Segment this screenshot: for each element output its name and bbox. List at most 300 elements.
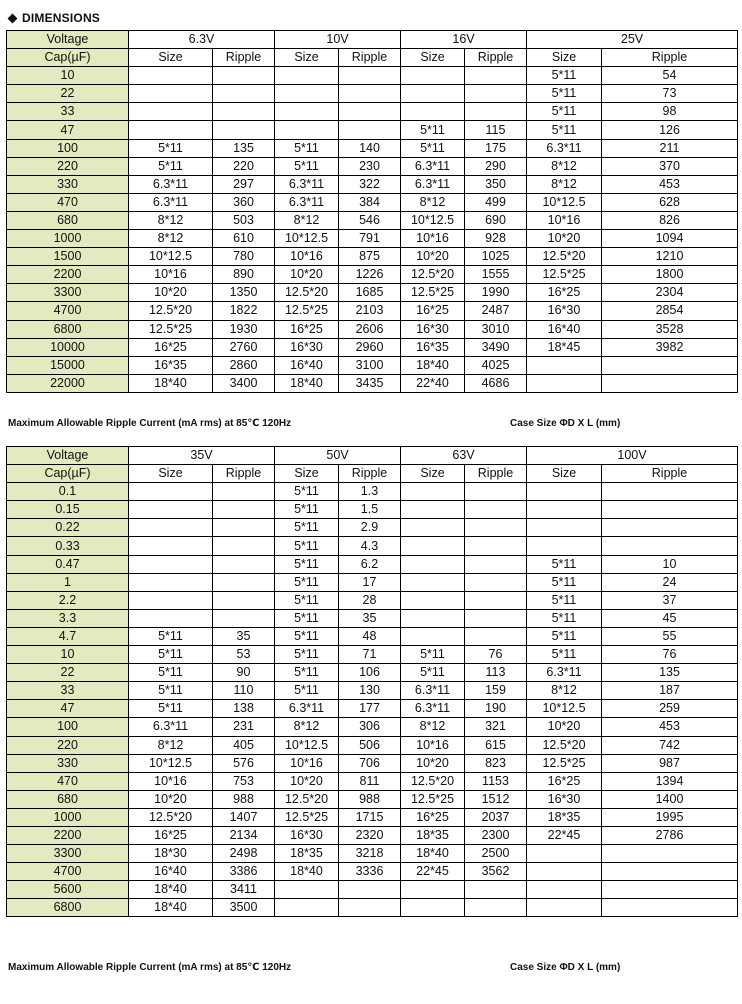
size-cell: 18*30 xyxy=(129,845,213,863)
size-cell: 5*11 xyxy=(129,627,213,645)
ripple-cell: 2960 xyxy=(339,338,401,356)
size-cell: 16*25 xyxy=(401,302,465,320)
ripple-header-cell: Ripple xyxy=(213,49,275,67)
table-row xyxy=(7,266,738,284)
voltage-header-cell: 50V xyxy=(275,447,401,465)
size-header-cell: Size xyxy=(401,49,465,67)
table-row xyxy=(7,139,738,157)
table-row xyxy=(7,320,738,338)
ripple-cell: 453 xyxy=(602,175,738,193)
capacitance-cell: 47 xyxy=(7,700,129,718)
size-cell: 16*25 xyxy=(129,338,213,356)
size-cell: 18*40 xyxy=(275,374,339,392)
table-row xyxy=(7,664,738,682)
size-cell: 12.5*20 xyxy=(275,284,339,302)
size-cell: 16*30 xyxy=(275,338,339,356)
table-row xyxy=(7,211,738,229)
ripple-cell xyxy=(465,627,527,645)
capacitance-cell: 47 xyxy=(7,121,129,139)
voltage-header-cell: 16V xyxy=(401,31,527,49)
capacitance-cell: 2.2 xyxy=(7,591,129,609)
size-cell xyxy=(129,555,213,573)
size-cell: 8*12 xyxy=(401,718,465,736)
size-cell: 5*11 xyxy=(401,121,465,139)
ripple-cell: 2134 xyxy=(213,826,275,844)
size-cell: 10*20 xyxy=(275,266,339,284)
ripple-cell: 98 xyxy=(602,103,738,121)
ripple-header-cell: Ripple xyxy=(602,49,738,67)
size-cell: 12.5*20 xyxy=(129,808,213,826)
size-cell xyxy=(275,85,339,103)
ripple-cell xyxy=(465,67,527,85)
size-cell: 16*25 xyxy=(527,772,602,790)
ripple-cell: 35 xyxy=(213,627,275,645)
ripple-cell xyxy=(465,85,527,103)
ripple-cell: 259 xyxy=(602,700,738,718)
size-cell: 8*12 xyxy=(129,230,213,248)
ripple-cell: 3982 xyxy=(602,338,738,356)
ripple-cell: 753 xyxy=(213,772,275,790)
ripple-note: Maximum Allowable Ripple Current (mA rms) at 85℃ 120Hz xyxy=(8,962,292,973)
ripple-cell: 988 xyxy=(213,790,275,808)
size-cell xyxy=(401,483,465,501)
size-cell: 10*16 xyxy=(129,266,213,284)
capacitance-cell: 4700 xyxy=(7,863,129,881)
ripple-cell: 360 xyxy=(213,193,275,211)
ripple-cell xyxy=(465,881,527,899)
capacitance-cell: 10000 xyxy=(7,338,129,356)
table-row xyxy=(7,483,738,501)
size-cell: 12.5*20 xyxy=(527,248,602,266)
size-cell: 18*40 xyxy=(275,863,339,881)
size-cell xyxy=(129,609,213,627)
ripple-cell: 55 xyxy=(602,627,738,645)
size-cell: 8*12 xyxy=(527,175,602,193)
size-cell xyxy=(401,67,465,85)
ripple-cell: 453 xyxy=(602,718,738,736)
table-row xyxy=(7,718,738,736)
ripple-cell xyxy=(602,845,738,863)
size-cell: 16*30 xyxy=(527,790,602,808)
size-cell: 8*12 xyxy=(129,211,213,229)
capacitance-cell: 10 xyxy=(7,67,129,85)
size-cell xyxy=(401,85,465,103)
ripple-cell: 1210 xyxy=(602,248,738,266)
diamond-bullet-icon xyxy=(8,13,18,23)
ripple-cell: 187 xyxy=(602,682,738,700)
ripple-cell: 546 xyxy=(339,211,401,229)
size-cell: 10*12.5 xyxy=(275,230,339,248)
size-header-cell: Size xyxy=(129,465,213,483)
table-row xyxy=(7,736,738,754)
ripple-cell: 35 xyxy=(339,609,401,627)
ripple-cell xyxy=(339,899,401,917)
ripple-cell: 576 xyxy=(213,754,275,772)
size-cell: 12.5*20 xyxy=(275,790,339,808)
size-cell xyxy=(129,519,213,537)
table-row xyxy=(7,374,738,392)
size-cell: 16*25 xyxy=(401,808,465,826)
ripple-cell: 1555 xyxy=(465,266,527,284)
size-cell: 10*16 xyxy=(129,772,213,790)
ripple-cell xyxy=(602,863,738,881)
ripple-cell: 3100 xyxy=(339,356,401,374)
table-row xyxy=(7,573,738,591)
size-cell xyxy=(275,67,339,85)
ripple-cell: 231 xyxy=(213,718,275,736)
size-cell: 5*11 xyxy=(275,627,339,645)
ripple-cell: 610 xyxy=(213,230,275,248)
ripple-cell xyxy=(602,356,738,374)
ripple-cell: 826 xyxy=(602,211,738,229)
size-cell: 10*12.5 xyxy=(527,193,602,211)
size-cell: 6.3*11 xyxy=(527,664,602,682)
ripple-cell: 1025 xyxy=(465,248,527,266)
size-cell: 5*11 xyxy=(527,573,602,591)
column-header-row xyxy=(7,49,738,67)
capacitance-cell: 5600 xyxy=(7,881,129,899)
capacitance-cell: 220 xyxy=(7,736,129,754)
ripple-cell: 297 xyxy=(213,175,275,193)
size-cell: 10*16 xyxy=(527,211,602,229)
size-cell: 6.3*11 xyxy=(275,700,339,718)
ripple-cell: 1995 xyxy=(602,808,738,826)
table-row xyxy=(7,230,738,248)
size-cell: 12.5*25 xyxy=(527,754,602,772)
size-cell: 16*30 xyxy=(275,826,339,844)
ripple-cell: 106 xyxy=(339,664,401,682)
size-cell: 16*40 xyxy=(527,320,602,338)
cap-label: Cap(µF) xyxy=(7,49,129,67)
table-row xyxy=(7,67,738,85)
case-size-note: Case Size ΦD X L (mm) xyxy=(510,962,621,973)
table-row xyxy=(7,157,738,175)
ripple-cell xyxy=(213,555,275,573)
voltage-header-cell: 100V xyxy=(527,447,738,465)
size-cell xyxy=(275,103,339,121)
size-cell: 12.5*25 xyxy=(275,808,339,826)
ripple-cell: 2760 xyxy=(213,338,275,356)
size-cell xyxy=(129,501,213,519)
size-cell: 5*11 xyxy=(401,139,465,157)
size-cell xyxy=(129,537,213,555)
table-row xyxy=(7,284,738,302)
ripple-cell xyxy=(213,103,275,121)
capacitance-cell: 4700 xyxy=(7,302,129,320)
ripple-cell: 405 xyxy=(213,736,275,754)
ripple-cell xyxy=(602,483,738,501)
ripple-cell: 175 xyxy=(465,139,527,157)
table-row xyxy=(7,248,738,266)
size-cell: 10*16 xyxy=(275,754,339,772)
ripple-cell xyxy=(602,537,738,555)
size-cell: 5*11 xyxy=(275,591,339,609)
ripple-header-cell: Ripple xyxy=(213,465,275,483)
ripple-cell xyxy=(213,591,275,609)
ripple-cell: 140 xyxy=(339,139,401,157)
ripple-cell: 2320 xyxy=(339,826,401,844)
voltage-label: Voltage xyxy=(7,447,129,465)
size-cell: 5*11 xyxy=(275,609,339,627)
size-cell xyxy=(401,103,465,121)
ripple-cell: 3386 xyxy=(213,863,275,881)
ripple-cell: 3010 xyxy=(465,320,527,338)
ripple-cell: 71 xyxy=(339,646,401,664)
table-row xyxy=(7,845,738,863)
capacitance-cell: 10 xyxy=(7,646,129,664)
ripple-header-cell: Ripple xyxy=(339,465,401,483)
dimensions-table-low-voltage xyxy=(6,30,738,393)
size-cell: 5*11 xyxy=(275,573,339,591)
voltage-header-cell: 10V xyxy=(275,31,401,49)
ripple-header-cell: Ripple xyxy=(339,49,401,67)
ripple-cell: 17 xyxy=(339,573,401,591)
ripple-cell: 3411 xyxy=(213,881,275,899)
voltage-header-row xyxy=(7,447,738,465)
ripple-cell xyxy=(213,573,275,591)
ripple-cell: 4.3 xyxy=(339,537,401,555)
ripple-cell xyxy=(213,121,275,139)
capacitance-cell: 0.15 xyxy=(7,501,129,519)
size-cell: 18*35 xyxy=(401,826,465,844)
size-cell xyxy=(401,537,465,555)
table-row xyxy=(7,356,738,374)
size-cell: 16*40 xyxy=(275,356,339,374)
ripple-cell: 130 xyxy=(339,682,401,700)
ripple-cell xyxy=(465,573,527,591)
ripple-cell: 2500 xyxy=(465,845,527,863)
size-cell: 16*30 xyxy=(527,302,602,320)
ripple-cell xyxy=(602,501,738,519)
size-cell: 10*12.5 xyxy=(275,736,339,754)
ripple-cell: 1394 xyxy=(602,772,738,790)
ripple-cell: 322 xyxy=(339,175,401,193)
capacitance-cell: 1000 xyxy=(7,230,129,248)
table-row xyxy=(7,537,738,555)
voltage-label: Voltage xyxy=(7,31,129,49)
size-cell: 18*35 xyxy=(527,808,602,826)
ripple-cell: 628 xyxy=(602,193,738,211)
ripple-cell: 1800 xyxy=(602,266,738,284)
ripple-cell: 1400 xyxy=(602,790,738,808)
capacitance-cell: 33 xyxy=(7,103,129,121)
size-cell: 5*11 xyxy=(275,537,339,555)
size-header-cell: Size xyxy=(129,49,213,67)
ripple-cell: 2606 xyxy=(339,320,401,338)
table-body xyxy=(7,447,738,917)
size-cell xyxy=(401,573,465,591)
size-cell: 8*12 xyxy=(527,682,602,700)
size-cell: 5*11 xyxy=(129,682,213,700)
size-cell: 5*11 xyxy=(527,591,602,609)
size-cell: 5*11 xyxy=(527,646,602,664)
size-cell: 5*11 xyxy=(275,555,339,573)
ripple-cell xyxy=(339,67,401,85)
size-cell: 10*20 xyxy=(129,790,213,808)
ripple-cell xyxy=(602,899,738,917)
size-cell xyxy=(527,519,602,537)
ripple-cell: 2300 xyxy=(465,826,527,844)
size-cell: 10*20 xyxy=(129,284,213,302)
size-cell: 6.3*11 xyxy=(401,700,465,718)
ripple-cell: 211 xyxy=(602,139,738,157)
ripple-cell: 190 xyxy=(465,700,527,718)
size-cell: 12.5*25 xyxy=(401,790,465,808)
size-cell xyxy=(527,374,602,392)
size-cell: 5*11 xyxy=(275,519,339,537)
size-cell: 22*45 xyxy=(401,863,465,881)
capacitance-cell: 6800 xyxy=(7,320,129,338)
ripple-cell: 370 xyxy=(602,157,738,175)
ripple-cell: 2.9 xyxy=(339,519,401,537)
size-cell: 10*20 xyxy=(401,248,465,266)
ripple-cell: 1822 xyxy=(213,302,275,320)
size-cell: 18*40 xyxy=(129,374,213,392)
table-row xyxy=(7,790,738,808)
table-row xyxy=(7,863,738,881)
table-row xyxy=(7,808,738,826)
ripple-cell: 823 xyxy=(465,754,527,772)
ripple-cell: 10 xyxy=(602,555,738,573)
ripple-cell: 780 xyxy=(213,248,275,266)
table-row xyxy=(7,501,738,519)
size-cell: 8*12 xyxy=(129,736,213,754)
size-cell xyxy=(401,591,465,609)
size-cell xyxy=(401,899,465,917)
ripple-cell: 37 xyxy=(602,591,738,609)
ripple-cell: 384 xyxy=(339,193,401,211)
size-cell: 12.5*20 xyxy=(129,302,213,320)
ripple-cell: 890 xyxy=(213,266,275,284)
ripple-cell: 690 xyxy=(465,211,527,229)
capacitance-cell: 6800 xyxy=(7,899,129,917)
size-cell: 5*11 xyxy=(129,700,213,718)
size-cell: 10*16 xyxy=(401,736,465,754)
ripple-note: Maximum Allowable Ripple Current (mA rms) at 85℃ 120Hz xyxy=(8,418,292,429)
ripple-cell: 138 xyxy=(213,700,275,718)
ripple-cell: 506 xyxy=(339,736,401,754)
ripple-cell xyxy=(602,374,738,392)
ripple-cell: 988 xyxy=(339,790,401,808)
ripple-cell: 53 xyxy=(213,646,275,664)
size-cell: 5*11 xyxy=(527,103,602,121)
ripple-cell: 2786 xyxy=(602,826,738,844)
size-cell: 5*11 xyxy=(275,483,339,501)
capacitance-cell: 100 xyxy=(7,139,129,157)
size-cell xyxy=(527,863,602,881)
size-cell: 18*35 xyxy=(275,845,339,863)
capacitance-cell: 680 xyxy=(7,790,129,808)
size-cell: 6.3*11 xyxy=(275,193,339,211)
ripple-cell xyxy=(465,501,527,519)
size-cell: 16*35 xyxy=(401,338,465,356)
ripple-cell: 3490 xyxy=(465,338,527,356)
size-cell: 16*40 xyxy=(129,863,213,881)
ripple-header-cell: Ripple xyxy=(465,49,527,67)
size-cell xyxy=(275,881,339,899)
capacitance-cell: 330 xyxy=(7,754,129,772)
size-cell: 6.3*11 xyxy=(401,682,465,700)
ripple-cell xyxy=(339,121,401,139)
ripple-cell: 2854 xyxy=(602,302,738,320)
ripple-cell: 1153 xyxy=(465,772,527,790)
size-cell: 8*12 xyxy=(275,211,339,229)
table-row xyxy=(7,627,738,645)
table-row xyxy=(7,682,738,700)
size-cell xyxy=(275,121,339,139)
capacitance-cell: 4.7 xyxy=(7,627,129,645)
ripple-cell: 811 xyxy=(339,772,401,790)
size-cell: 8*12 xyxy=(275,718,339,736)
ripple-cell: 135 xyxy=(602,664,738,682)
capacitance-cell: 1 xyxy=(7,573,129,591)
size-cell xyxy=(527,483,602,501)
size-cell: 5*11 xyxy=(527,627,602,645)
size-cell: 10*12.5 xyxy=(401,211,465,229)
table-row xyxy=(7,881,738,899)
ripple-cell: 73 xyxy=(602,85,738,103)
size-cell: 10*20 xyxy=(527,718,602,736)
capacitance-cell: 3300 xyxy=(7,845,129,863)
ripple-cell xyxy=(465,103,527,121)
size-cell: 18*45 xyxy=(527,338,602,356)
ripple-cell: 45 xyxy=(602,609,738,627)
ripple-cell: 306 xyxy=(339,718,401,736)
ripple-cell: 220 xyxy=(213,157,275,175)
capacitance-cell: 470 xyxy=(7,772,129,790)
size-cell xyxy=(527,537,602,555)
size-cell xyxy=(129,591,213,609)
size-cell: 6.3*11 xyxy=(275,175,339,193)
size-cell: 5*11 xyxy=(401,664,465,682)
ripple-cell: 1990 xyxy=(465,284,527,302)
ripple-cell: 2487 xyxy=(465,302,527,320)
ripple-cell xyxy=(213,519,275,537)
size-cell xyxy=(129,483,213,501)
ripple-cell: 3400 xyxy=(213,374,275,392)
ripple-cell: 48 xyxy=(339,627,401,645)
size-cell: 10*20 xyxy=(401,754,465,772)
size-cell: 5*11 xyxy=(129,157,213,175)
size-cell xyxy=(401,555,465,573)
ripple-cell xyxy=(213,501,275,519)
ripple-cell: 3528 xyxy=(602,320,738,338)
ripple-cell: 1.5 xyxy=(339,501,401,519)
ripple-cell: 76 xyxy=(465,646,527,664)
ripple-cell: 1930 xyxy=(213,320,275,338)
size-cell: 6.3*11 xyxy=(527,139,602,157)
ripple-cell xyxy=(602,881,738,899)
ripple-cell: 24 xyxy=(602,573,738,591)
table-row xyxy=(7,85,738,103)
size-cell: 6.3*11 xyxy=(401,157,465,175)
ripple-cell: 987 xyxy=(602,754,738,772)
size-cell xyxy=(401,501,465,519)
size-cell xyxy=(527,881,602,899)
capacitance-cell: 0.33 xyxy=(7,537,129,555)
ripple-cell: 499 xyxy=(465,193,527,211)
table-row xyxy=(7,899,738,917)
ripple-cell: 1350 xyxy=(213,284,275,302)
capacitance-cell: 22 xyxy=(7,664,129,682)
size-cell: 18*40 xyxy=(129,881,213,899)
size-header-cell: Size xyxy=(275,49,339,67)
ripple-cell: 321 xyxy=(465,718,527,736)
ripple-cell: 2103 xyxy=(339,302,401,320)
ripple-cell: 350 xyxy=(465,175,527,193)
capacitance-cell: 22000 xyxy=(7,374,129,392)
capacitance-cell: 3300 xyxy=(7,284,129,302)
